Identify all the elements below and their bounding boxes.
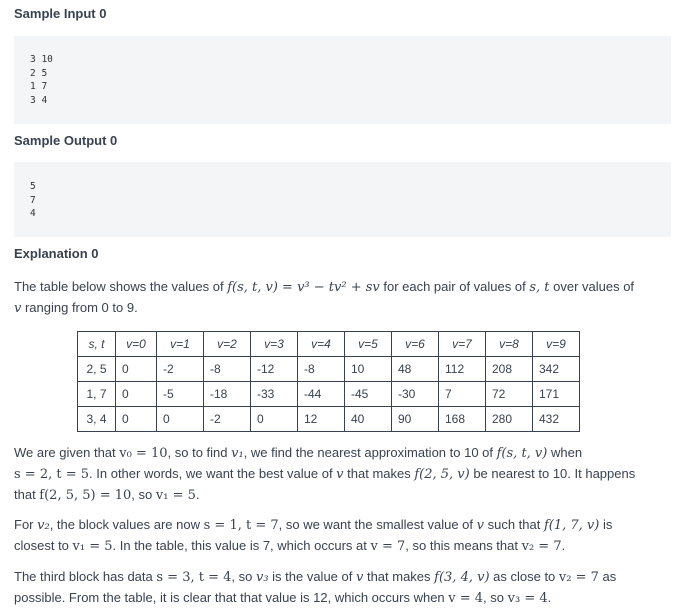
sample-input-block [14,36,671,124]
table-header: v=5 [345,332,392,357]
table-cell: -8 [298,357,345,382]
code-line: 3 4 [30,94,48,106]
explanation-heading: Explanation 0 [14,246,99,261]
table-header: v=3 [251,332,298,357]
table-cell: 0 [157,407,204,432]
table-header: v=8 [486,332,533,357]
table-cell: -2 [157,357,204,382]
paragraph-v1: We are given that v₀ = 10, so to find v₁, we find the nearest approximation to 10 of f(s, t, v) when s = 2, t = 5. In other words, we want the best value of v that makes f(2, 5, v) be nearest to 10. It happens that f(2, 5, 5) = 10, so v₁ = 5. [14,445,636,503]
table-header-row [78,332,580,357]
table-header: v=7 [439,332,486,357]
table-cell: 40 [345,407,392,432]
code-line: 5 [30,181,36,192]
table-cell: 48 [392,357,439,382]
table-cell: 0 [116,407,157,432]
paragraph-v2: For v₂, the block values are now s = 1, t = 7, so we want the smallest value of v such that f(1, 7, v) is closest to v₁ = 5. In the table, this value is 7, which occurs at v = 7, so this means that v₂ = 7. [14,517,613,554]
table-header: v=9 [533,332,580,357]
table-cell: 171 [533,382,580,407]
table-cell: 168 [439,407,486,432]
table-cell: 0 [116,382,157,407]
table-header: s, t [78,332,116,357]
table-cell: -8 [204,357,251,382]
table-cell: -5 [157,382,204,407]
table-cell: 0 [116,357,157,382]
table-cell: 2, 5 [78,357,116,382]
table-cell: 280 [486,407,533,432]
table-cell: 432 [533,407,580,432]
table-row [78,357,580,382]
code-line: 1 7 [30,81,48,92]
code-line: 3 10 [30,54,53,65]
table-cell: -33 [251,382,298,407]
table-cell: -45 [345,382,392,407]
table-header: v=1 [157,332,204,357]
table-cell: -30 [392,382,439,407]
table-cell: 7 [439,382,486,407]
paragraph-v3: The third block has data s = 3, t = 4, so v₃ is the value of v that makes f(3, 4, v) as close to v₂ = 7 as possible. From the table, it is clear that that value is 12, which occurs when v = 4, so v₃ = 4. [14,569,617,606]
table-cell: 10 [345,357,392,382]
table-row [78,407,580,432]
table-cell: 90 [392,407,439,432]
table-cell: 112 [439,357,486,382]
table-cell: -18 [204,382,251,407]
code-line: 2 5 [30,67,48,79]
table-header: v=6 [392,332,439,357]
sample-output-heading: Sample Output 0 [14,133,118,148]
table-header: v=2 [204,332,251,357]
table-cell: 0 [251,407,298,432]
code-line: 4 [30,208,36,219]
code-line: 7 [30,194,36,206]
sample-output-block [14,162,671,237]
table-cell: 342 [533,357,580,382]
table-cell: -44 [298,382,345,407]
table-cell: 12 [298,407,345,432]
values-table [77,331,580,432]
table-cell: -12 [251,357,298,382]
table-cell: 1, 7 [78,382,116,407]
table-cell: -2 [204,407,251,432]
table-cell: 208 [486,357,533,382]
explanation-intro: The table below shows the values of f(s, t, v) = v³ − tv² + sv for each pair of values of s, t over values of v ranging from 0 to 9. [14,279,635,316]
table-row [78,382,580,407]
table-cell: 3, 4 [78,407,116,432]
table-header: v=0 [116,332,157,357]
table-header: v=4 [298,332,345,357]
table-cell: 72 [486,382,533,407]
sample-input-heading: Sample Input 0 [14,6,107,21]
